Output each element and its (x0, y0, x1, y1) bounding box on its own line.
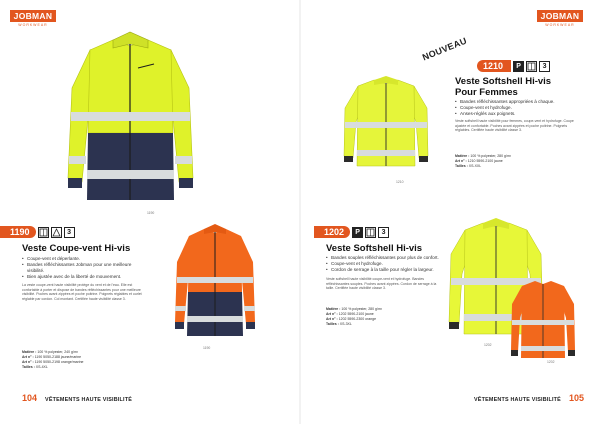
product-code-badge: 1202 (314, 226, 350, 238)
cert-en-icon (526, 61, 537, 72)
jacket-orange-navy (175, 224, 255, 336)
spec-row: Matière : 100 % polyester, 280 g/m² (455, 154, 512, 158)
jacket-women-yellow (344, 76, 428, 166)
spec-row: Tailles : XS-3XL (326, 322, 352, 326)
product-bullets-1202 (326, 255, 451, 273)
jacket-image-1210-yellow (342, 76, 430, 172)
product-code-badge: 1210 (477, 60, 511, 72)
jacket-image-1190-orange (175, 222, 255, 340)
bullet-item: • Bandes souples réfléchissantes pour plus de confort. (326, 255, 451, 261)
footer-left (22, 393, 132, 403)
brand-logo-right (537, 10, 583, 27)
bullet-item: • Coupe-vent et déperlante. (22, 256, 137, 262)
bullet-item: • Cordon de serrage à la taille pour régler la largeur. (326, 267, 451, 273)
spec-row: Tailles : XS-4XL (22, 365, 48, 369)
cert-class: 3 (378, 227, 389, 238)
product-specs-1202 (326, 307, 444, 327)
cert-p: P (352, 227, 363, 238)
jacket-softshell-orange (511, 281, 575, 358)
brand-logo-left (10, 10, 56, 27)
logo-text: JOBMAN (537, 10, 583, 22)
product-bullets-1190 (22, 256, 137, 280)
product-description-1190: La veste coupe-vent haute visibilité protège du vent et de l'eau. Elle est confortable à porter et dispose de bandes réfléchissantes pour une meilleure visibilité. Poches avant zippées et poche poitrine. Poignets réglables et ourlet réglable par cordon. Col montant. Certifiée haute visibilité classe 3. (22, 283, 142, 301)
footer-right (474, 393, 584, 403)
bullet-item: • Coupe-vent et hydrofuge. (326, 261, 451, 267)
product-code-row-1190 (0, 226, 75, 238)
product-specs-1190 (22, 350, 142, 370)
caption-top-left: 1190 (147, 211, 155, 215)
cert-class: 3 (64, 227, 75, 238)
title-line-1: Veste Softshell Hi-vis (455, 76, 552, 87)
spec-row: Art n° : 1190 5050-2188 jaune/marine (22, 355, 82, 359)
page-number-left: 104 (22, 393, 38, 403)
caption-bottom-left: 1190 (203, 346, 211, 350)
caption-top-right: 1210 (396, 180, 404, 184)
spec-row: Art n° : 1202 5590-2100 jaune (326, 312, 374, 316)
cert-p: P (513, 61, 524, 72)
logo-subtext: WORKWEAR (545, 23, 575, 27)
product-title-1202: Veste Softshell Hi-vis (326, 243, 423, 254)
section-title-left: VÊTEMENTS HAUTE VISIBILITÉ (45, 397, 132, 403)
bullet-item: • Coupe-vent et hydrofuge. (455, 105, 575, 111)
product-description-1210: Veste softshell haute visibilité pour femmes, coupe-vent et hydrofuge. Coupe ajustée et confortable. Poches avant zippées et poche poitrine. Poignets réglables. Certifiée haute visibilité classe 3. (455, 119, 574, 133)
cert-class: 3 (539, 61, 550, 72)
product-title-1190: Veste Coupe-vent Hi-vis (22, 243, 131, 254)
page-gutter (299, 0, 301, 424)
spec-row: Matière : 100 % polyester, 240 g/m² (22, 350, 79, 354)
product-code-row-1202 (314, 226, 389, 238)
spec-row: Matière : 100 % polyester, 280 g/m² (326, 307, 383, 311)
spec-row: Art n° : 1210 5590-2100 jaune (455, 159, 503, 163)
jacket-image-1202-orange (510, 278, 576, 362)
bullet-item: • Anses-réglés aux poignets. (455, 111, 575, 117)
product-bullets-1210 (455, 99, 575, 117)
caption-bottom-right-b: 1202 (547, 360, 555, 364)
page-number-right: 105 (568, 393, 584, 403)
product-title-1210 (455, 76, 551, 98)
spec-row: Art n° : 1202 5590-2300 orange (326, 317, 377, 321)
spec-row: Art n° : 1190 5050-2198 orange/marine (22, 360, 84, 364)
logo-subtext: WORKWEAR (18, 23, 48, 27)
product-specs-1210 (455, 154, 580, 169)
section-title-right: VÊTEMENTS HAUTE VISIBILITÉ (474, 397, 561, 403)
spec-row: Tailles : XS-XXL (455, 164, 482, 168)
caption-bottom-right-a: 1202 (484, 343, 492, 347)
jacket-yellow-navy (68, 32, 193, 200)
product-code-row-1210 (477, 60, 550, 72)
jacket-image-1190-yellow (68, 28, 193, 208)
cert-en-icon (51, 227, 62, 238)
logo-text: JOBMAN (10, 10, 56, 22)
product-description-1202: Veste softshell haute visibilité coupe-vent et hydrofuge. Bandes réfléchissantes souples. Poches avant zippées. Cordon de serrage à la taille. Certifiée haute visibilité classe 3. (326, 277, 437, 291)
product-code-badge: 1190 (0, 226, 36, 238)
bullet-item: • Bandes réfléchissantes appropriées à chaque. (455, 99, 575, 105)
bullet-item: • Bandes réfléchissantes Jobman pour une meilleure visibilité. (22, 262, 137, 274)
bullet-item: • Bien ajustée avec de la liberté de mouvement. (22, 274, 137, 280)
cert-en-icon (365, 227, 376, 238)
new-badge: NOUVEAU (420, 35, 469, 63)
cert-en-icon (38, 227, 49, 238)
title-line-2: Pour Femmes (455, 87, 518, 98)
